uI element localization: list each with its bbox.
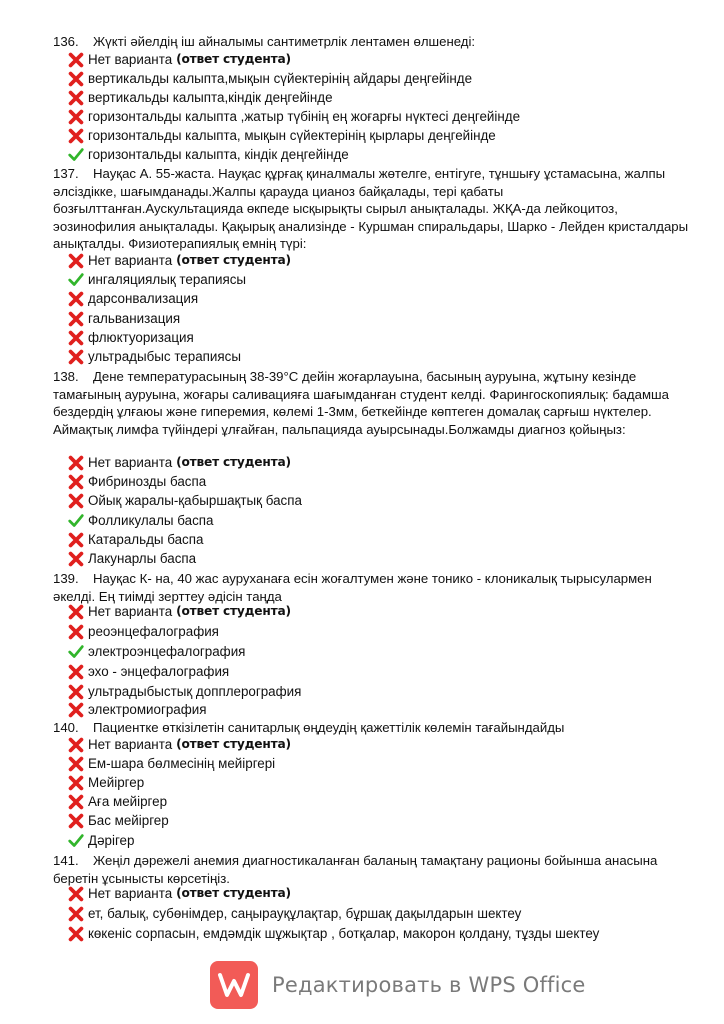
cross-icon [67, 925, 85, 943]
answer-option-correct: электроэнцефалография [67, 642, 245, 661]
question-number: 138. [53, 369, 79, 384]
wps-w-icon [217, 970, 251, 1000]
cross-icon [67, 663, 85, 681]
cross-icon [67, 348, 85, 366]
cross-icon [67, 252, 85, 270]
cross-icon [67, 683, 85, 701]
check-icon [67, 512, 85, 530]
cross-icon [67, 885, 85, 903]
answer-option: Нет варианта (ответ студента) [67, 453, 291, 472]
cross-icon [67, 774, 85, 792]
cross-icon [67, 736, 85, 754]
check-icon [67, 271, 85, 289]
answer-option: Нет варианта (ответ студента) [67, 735, 291, 754]
question-number: 136. [53, 34, 79, 49]
cross-icon [67, 550, 85, 568]
answer-option: Нет варианта (ответ студента) [67, 251, 291, 270]
cross-icon [67, 329, 85, 347]
answer-option-correct: горизонтальды калыпта, кіндік деңгейінде [67, 145, 349, 164]
answer-option: горизонтальды калыпта ,жатыр түбінің ең жоғарғы нүктесі деңгейінде [67, 107, 520, 126]
question-text: Пациентке өткізілетін санитарлық өңдеудің қажеттілік көлемін тағайындайды [93, 720, 565, 735]
answer-option: гальванизация [67, 309, 180, 328]
question-137 [53, 165, 689, 253]
answer-option-correct: Дәрігер [67, 831, 134, 850]
answer-option: Нет варианта (ответ студента) [67, 884, 291, 903]
answer-option-correct: Фолликулалы баспа [67, 511, 213, 530]
wps-edit-label[interactable]: Редактировать в WPS Office [272, 973, 586, 997]
cross-icon [67, 70, 85, 88]
wps-edit-banner[interactable] [210, 960, 586, 1010]
answer-option: электромиография [67, 700, 207, 719]
question-text: Жүкті әйелдің іш айналымы сантиметрлік лентамен өлшенеді: [93, 34, 476, 49]
check-icon [67, 146, 85, 164]
answer-option: флюктуоризация [67, 328, 194, 347]
answer-option-correct: ингаляциялық терапиясы [67, 270, 246, 289]
question-text: Науқас К- на, 40 жас ауруханаға есін жоғалтумен және тонико - клоникалық тырысулармен әкелді. Ең тиімді зерттеу әдісін таңда [53, 571, 652, 604]
question-136 [53, 33, 689, 51]
cross-icon [67, 310, 85, 328]
wps-logo-icon[interactable] [210, 961, 258, 1009]
question-number: 139. [53, 571, 79, 586]
answer-option: көкеніс сорпасын, емдәмдік шұжықтар , ботқалар, макорон қолдану, тұзды шектеу [67, 924, 599, 943]
question-text: Жеңіл дәрежелі анемия диагностикаланған баланың тамақтану рационы бойынша анасына беретін ұсынысты көрсетіңіз. [53, 853, 658, 886]
answer-option: Нет варианта (ответ студента) [67, 50, 291, 69]
answer-option: Ем-шара бөлмесінің мейіргері [67, 754, 275, 773]
question-140 [53, 719, 689, 737]
cross-icon [67, 755, 85, 773]
answer-option: вертикальды калыпта,мықын сүйектерінің айдары деңгейінде [67, 69, 472, 88]
answer-option: Лакунарлы баспа [67, 549, 196, 568]
answer-option: Фибринозды баспа [67, 472, 206, 491]
cross-icon [67, 603, 85, 621]
answer-option: дарсонвализация [67, 289, 198, 308]
cross-icon [67, 290, 85, 308]
answer-option: реоэнцефалография [67, 622, 219, 641]
cross-icon [67, 492, 85, 510]
answer-option: Аға мейіргер [67, 792, 167, 811]
answer-option: ультрадыбыстық допплерография [67, 682, 301, 701]
answer-option: горизонтальды калыпта, мықын сүйектерінің қырлары деңгейінде [67, 126, 496, 145]
cross-icon [67, 793, 85, 811]
cross-icon [67, 89, 85, 107]
question-number: 137. [53, 166, 79, 181]
question-text: Дене температурасының 38-39°С дейін жоғарлауына, басының ауруына, жұтыну кезінде тамағының ауруына, жоғары саливацияға шағымданған студент келді. Фарингоскопиялық: бадамша бездердің ұлғаюы және гиперемия, көлемі 1-3мм, беткейінде көптеген домалақ сарғыш нүктелер. Аймақтық лимфа түйіндері ұлғайған, пальпацияда ауырсынады.Болжамды диагноз қойыңыз: [53, 369, 669, 437]
question-text: Науқас А. 55-жаста. Науқас құрғақ қиналмалы жөтелге, ентігуге, тұншығу ұстамасына, жалпы әлсіздікке, шағымданады.Жалпы қарауда цианоз байқалады, тері қабаты бозғылттанған.Аускультацияда өкпеде ысқырықты сырыл анықталады. ЖҚА-да лейкоцитоз, эозинофилия анықталады. Қақырық анализінде - Куршман спиральдары, Шарко - Лейден кристалдары анықталды. Физиотерапиялық емнің түрі: [53, 166, 689, 251]
question-138 [53, 368, 689, 438]
question-number: 140. [53, 720, 79, 735]
question-139 [53, 570, 689, 605]
answer-option: Катаральды баспа [67, 530, 203, 549]
answer-option: Бас мейіргер [67, 811, 169, 830]
cross-icon [67, 473, 85, 491]
answer-option: вертикальды калыпта,кіндік деңгейінде [67, 88, 333, 107]
question-141 [53, 852, 689, 887]
answer-option: Мейіргер [67, 773, 144, 792]
cross-icon [67, 623, 85, 641]
cross-icon [67, 701, 85, 719]
check-icon [67, 832, 85, 850]
answer-option: Нет варианта (ответ студента) [67, 602, 291, 621]
answer-option: Ойық жаралы-қабыршақтық баспа [67, 491, 302, 510]
cross-icon [67, 108, 85, 126]
cross-icon [67, 812, 85, 830]
cross-icon [67, 531, 85, 549]
cross-icon [67, 51, 85, 69]
cross-icon [67, 905, 85, 923]
answer-option: ет, балық, субөнімдер, саңырауқұлақтар, бұршақ дақылдарын шектеу [67, 904, 521, 923]
cross-icon [67, 127, 85, 145]
cross-icon [67, 454, 85, 472]
answer-option: ультрадыбыс терапиясы [67, 347, 241, 366]
question-number: 141. [53, 853, 79, 868]
answer-option: эхо - энцефалография [67, 662, 229, 681]
check-icon [67, 643, 85, 661]
